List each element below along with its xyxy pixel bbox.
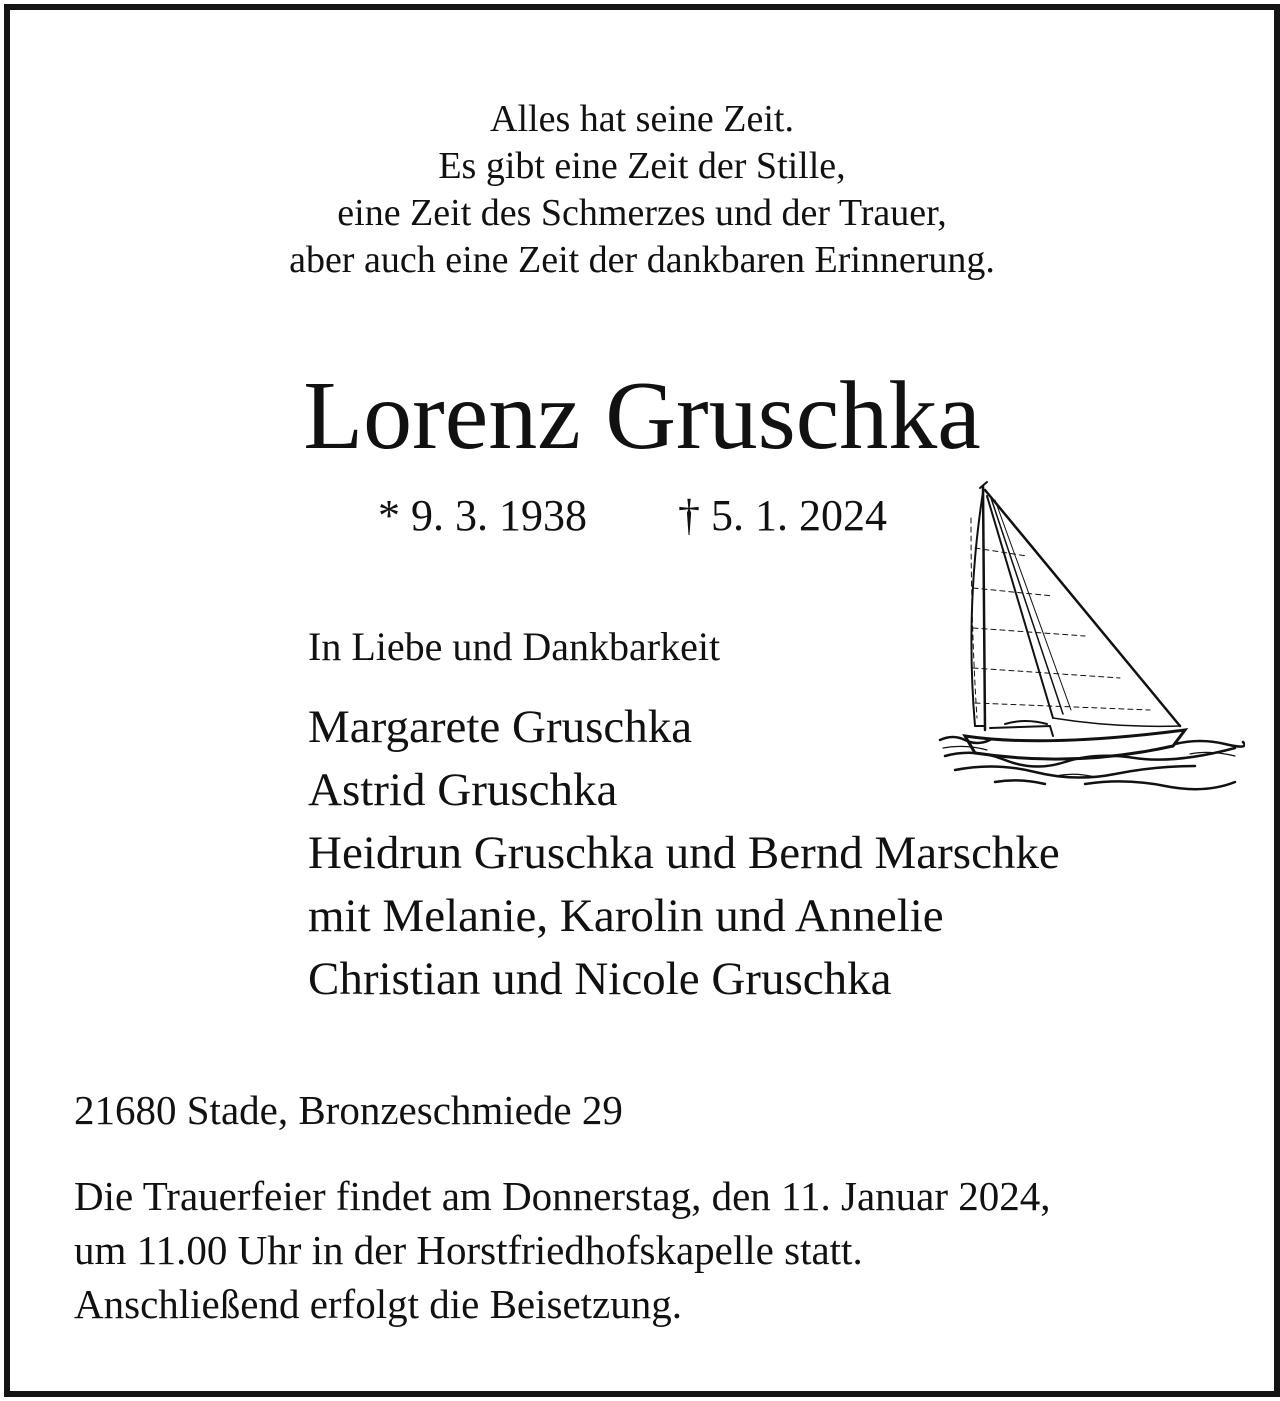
mourner-line-2: Astrid Gruschka <box>308 764 618 816</box>
ceremony-line-1: Die Trauerfeier findet am Donnerstag, den 11. Januar 2024, <box>74 1173 1051 1219</box>
mourners-intro: In Liebe und Dankbarkeit <box>308 624 721 669</box>
quote-line-2: Es gibt eine Zeit der Stille, <box>438 145 846 187</box>
address: 21680 Stade, Bronzeschmiede 29 <box>74 1087 623 1133</box>
sailboat-icon <box>935 478 1245 803</box>
ceremony-line-3: Anschließend erfolgt die Beisetzung. <box>74 1281 682 1327</box>
birth-date: * 9. 3. 1938 <box>378 491 587 540</box>
quote-line-3: eine Zeit des Schmerzes und der Trauer, <box>337 192 947 234</box>
obituary-notice <box>4 4 1280 1397</box>
quote-line-4: aber auch eine Zeit der dankbaren Erinnerung. <box>289 239 995 281</box>
mourner-line-1: Margarete Gruschka <box>308 701 693 753</box>
mourner-line-3: Heidrun Gruschka und Bernd Marschke <box>308 827 1060 879</box>
quote-line-1: Alles hat seine Zeit. <box>490 98 794 140</box>
mourner-line-4: mit Melanie, Karolin und Annelie <box>308 890 944 942</box>
deceased-name: Lorenz Gruschka <box>303 362 981 470</box>
death-date: † 5. 1. 2024 <box>678 491 887 540</box>
mourner-line-5: Christian und Nicole Gruschka <box>308 953 892 1005</box>
ceremony-line-2: um 11.00 Uhr in der Horstfriedhofskapelle statt. <box>74 1227 863 1273</box>
